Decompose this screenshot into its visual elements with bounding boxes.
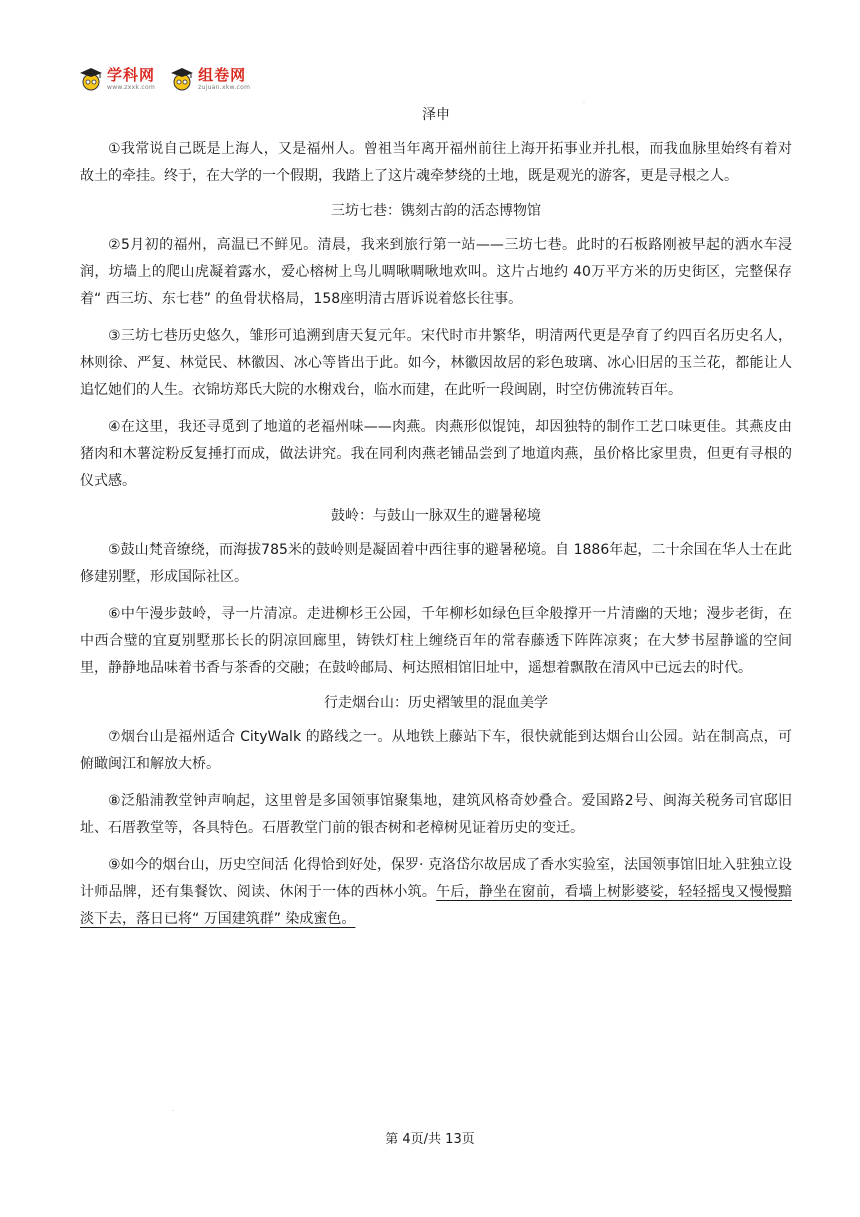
- logo-sub-text: zujuan.xkw.com: [198, 83, 251, 91]
- paragraph-3: ③三坊七巷历史悠久，雏形可追溯到唐天复元年。宋代时市井繁华，明清两代更是孕育了约四百名历史名人，林则徐、严复、林觉民、林徽因、冰心等皆出于此。如今，林徽因故居的彩色玻璃、冰心旧居的玉兰花，都能让人追忆她们的人生。衣锦坊郑氏大院的水榭戏台，临水而建，在此听一段闽剧，时空仿佛流转百年。: [80, 328, 792, 398]
- logo-main-text: 学科网: [107, 65, 156, 84]
- section-heading-yantaishan: 行走烟台山：历史褶皱里的混血美学: [324, 695, 548, 711]
- logo-sub-text: www.zxxk.com: [107, 83, 156, 91]
- stray-dot: ·: [583, 100, 585, 107]
- underlined-passage: 午后，静坐在窗前，看墙上树影婆娑，轻轻摇曳又慢慢黯淡下去，落日已将“ 万国建筑群” 染成蜜色。: [80, 884, 793, 927]
- article-title: 泽申: [422, 107, 450, 123]
- paragraph-2: ②5月初的福州，高温已不鲜见。清晨，我来到旅行第一站——三坊七巷。此时的石板路刚被早起的洒水车浸润，坊墙上的爬山虎凝着露水，爱心榕树上鸟儿啁啾啁啾地欢叫。这片占地约 40万平方米的历史街区，完整保存着“ 西三坊、东七巷” 的鱼骨状格局，158座明清古厝诉说着悠长往事。: [80, 237, 792, 307]
- section-heading-guling: 鼓岭：与鼓山一脉双生的避暑秘境: [331, 508, 541, 524]
- paragraph-7: ⑦烟台山是福州适合 CityWalk 的路线之一。从地铁上藤站下车，很快就能到达烟台山公园。站在制高点，可俯瞰闽江和解放大桥。: [80, 729, 792, 772]
- page-number: 第 4页/共 13页: [385, 1132, 475, 1147]
- stray-dot: ·: [172, 1108, 174, 1115]
- paragraph-5: ⑤鼓山梵音缭绕，而海拔785米的鼓岭则是凝固着中西往事的避暑秘境。自 1886年起，二十余国在华人士在此修建别墅，形成国际社区。: [80, 542, 792, 585]
- zujuanwang-logo[interactable]: [169, 67, 250, 91]
- header: [78, 64, 250, 94]
- article: [80, 100, 792, 943]
- paragraph-8: ⑧泛船浦教堂钟声响起，这里曾是多国领事馆聚集地，建筑风格奇妙叠合。爱国路2号、闽海关税务司官邸旧址、石厝教堂等，各具特色。石厝教堂门前的银杏树和老樟树见证着历史的变迁。: [80, 793, 792, 836]
- paragraph-1: ①我常说自己既是上海人，又是福州人。曾祖当年离开福州前往上海开拓事业并扎根，而我血脉里始终有着对故土的牵挂。终于，在大学的一个假期，我踏上了这片魂牵梦绕的土地，既是观光的游客，更是寻根之人。: [80, 141, 792, 184]
- graduate-cap-icon: [169, 67, 195, 91]
- paragraph-9: [80, 852, 792, 933]
- graduate-cap-icon: [78, 67, 104, 91]
- paragraph-4: ④在这里，我还寻觅到了地道的老福州味——肉燕。肉燕形似馄饨，却因独特的制作工艺口味更佳。其燕皮由猪肉和木薯淀粉反复捶打而成，做法讲究。我在同利肉燕老铺品尝到了地道肉燕，虽价格比家里贵，但更有寻根的仪式感。: [80, 419, 792, 489]
- section-heading-sanfangqixiang: 三坊七巷：镌刻古韵的活态博物馆: [331, 203, 541, 219]
- paragraph-9-text: ⑨如今的烟台山，历史空间活 化得恰到好处，保罗· 克洛岱尔故居成了香水实验室，法国领事馆旧址入驻独立设计师品牌，还有集餐饮、阅读、休闲于一体的西林小筑。: [80, 857, 792, 900]
- paragraph-6: ⑥中午漫步鼓岭，寻一片清凉。走进柳杉王公园，千年柳杉如绿色巨伞般撑开一片清幽的天地；漫步老街，在中西合璧的宜夏别墅那长长的阴凉回廊里，铸铁灯柱上缠绕百年的常春藤透下阵阵凉爽；在大梦书屋静谧的空间里，静静地品味着书香与茶香的交融；在鼓岭邮局、柯达照相馆旧址中，遥想着飘散在清风中已远去的时代。: [80, 606, 792, 676]
- logo-main-text: 组卷网: [198, 65, 247, 84]
- xuekewang-logo[interactable]: [78, 67, 155, 91]
